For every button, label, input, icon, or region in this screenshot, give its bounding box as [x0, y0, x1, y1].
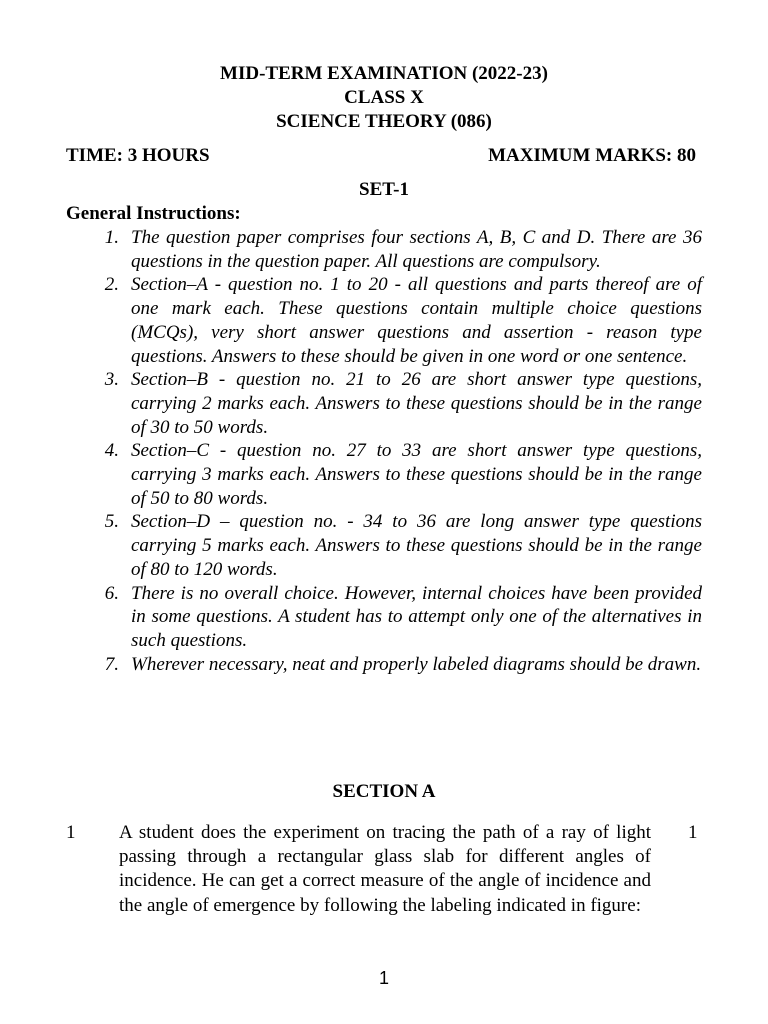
instruction-text: There is no overall choice. However, internal choices have been provided in some questions. A student has to attempt only one of the alternatives in such questions.	[131, 582, 702, 651]
instruction-number: 2.	[104, 274, 119, 296]
section-a-heading: SECTION A	[332, 781, 436, 802]
question-text: A student does the experiment on tracing the path of a ray of light passing through a rectangular glass slab for different angles of incidence. He can get a correct measure of the angle of incidence and the angle of emergence by following the labeling indicated in figure:	[119, 822, 651, 916]
set-label: SET-1	[359, 179, 409, 200]
instruction-number: 3.	[104, 369, 119, 391]
question-marks: 1	[688, 822, 698, 843]
instruction-number: 6.	[104, 582, 119, 604]
class-label: CLASS X	[344, 87, 424, 108]
instruction-number: 1.	[104, 227, 119, 248]
instruction-item	[0, 368, 768, 439]
instruction-item	[0, 273, 768, 368]
instructions-heading: General Instructions:	[66, 203, 241, 224]
instruction-item	[0, 226, 768, 273]
max-marks-label: MAXIMUM MARKS: 80	[488, 145, 696, 166]
instruction-text: Section–D – question no. - 34 to 36 are long answer type questions carrying 5 marks each. Answers to these questions should be in the range of 80 to 120 words.	[131, 511, 702, 580]
instruction-number: 4.	[104, 440, 119, 462]
instruction-item	[0, 510, 768, 581]
instruction-item	[0, 439, 768, 510]
instruction-item	[0, 653, 768, 677]
instruction-item	[0, 582, 768, 653]
subject-label: SCIENCE THEORY (086)	[276, 111, 492, 132]
instruction-text: Wherever necessary, neat and properly labeled diagrams should be drawn.	[131, 653, 702, 675]
instruction-text: Section–C - question no. 27 to 33 are short answer type questions, carrying 3 marks each. Answers to these questions should be in the range of 50 to 80 words.	[131, 440, 702, 509]
page-number: 1	[378, 968, 389, 988]
instructions-list	[0, 226, 768, 676]
instruction-text: Section–B - question no. 21 to 26 are short answer type questions, carrying 2 marks each. Answers to these questions should be in the range of 30 to 50 words.	[131, 369, 702, 438]
exam-title: MID-TERM EXAMINATION (2022-23)	[220, 63, 548, 84]
time-label: TIME: 3 HOURS	[66, 145, 210, 166]
instruction-number: 5.	[104, 511, 119, 533]
instruction-text: The question paper comprises four sections A, B, C and D. There are 36 questions in the question paper. All questions are compulsory.	[131, 227, 702, 272]
instruction-text: Section–A - question no. 1 to 20 - all questions and parts thereof are of one mark each. These questions contain multiple choice questions (MCQs), very short answer questions and assertion - reason type questions. Answers to these should be given in one word or one sentence.	[131, 274, 702, 367]
instruction-number: 7.	[104, 653, 119, 675]
question-number: 1	[66, 822, 76, 843]
